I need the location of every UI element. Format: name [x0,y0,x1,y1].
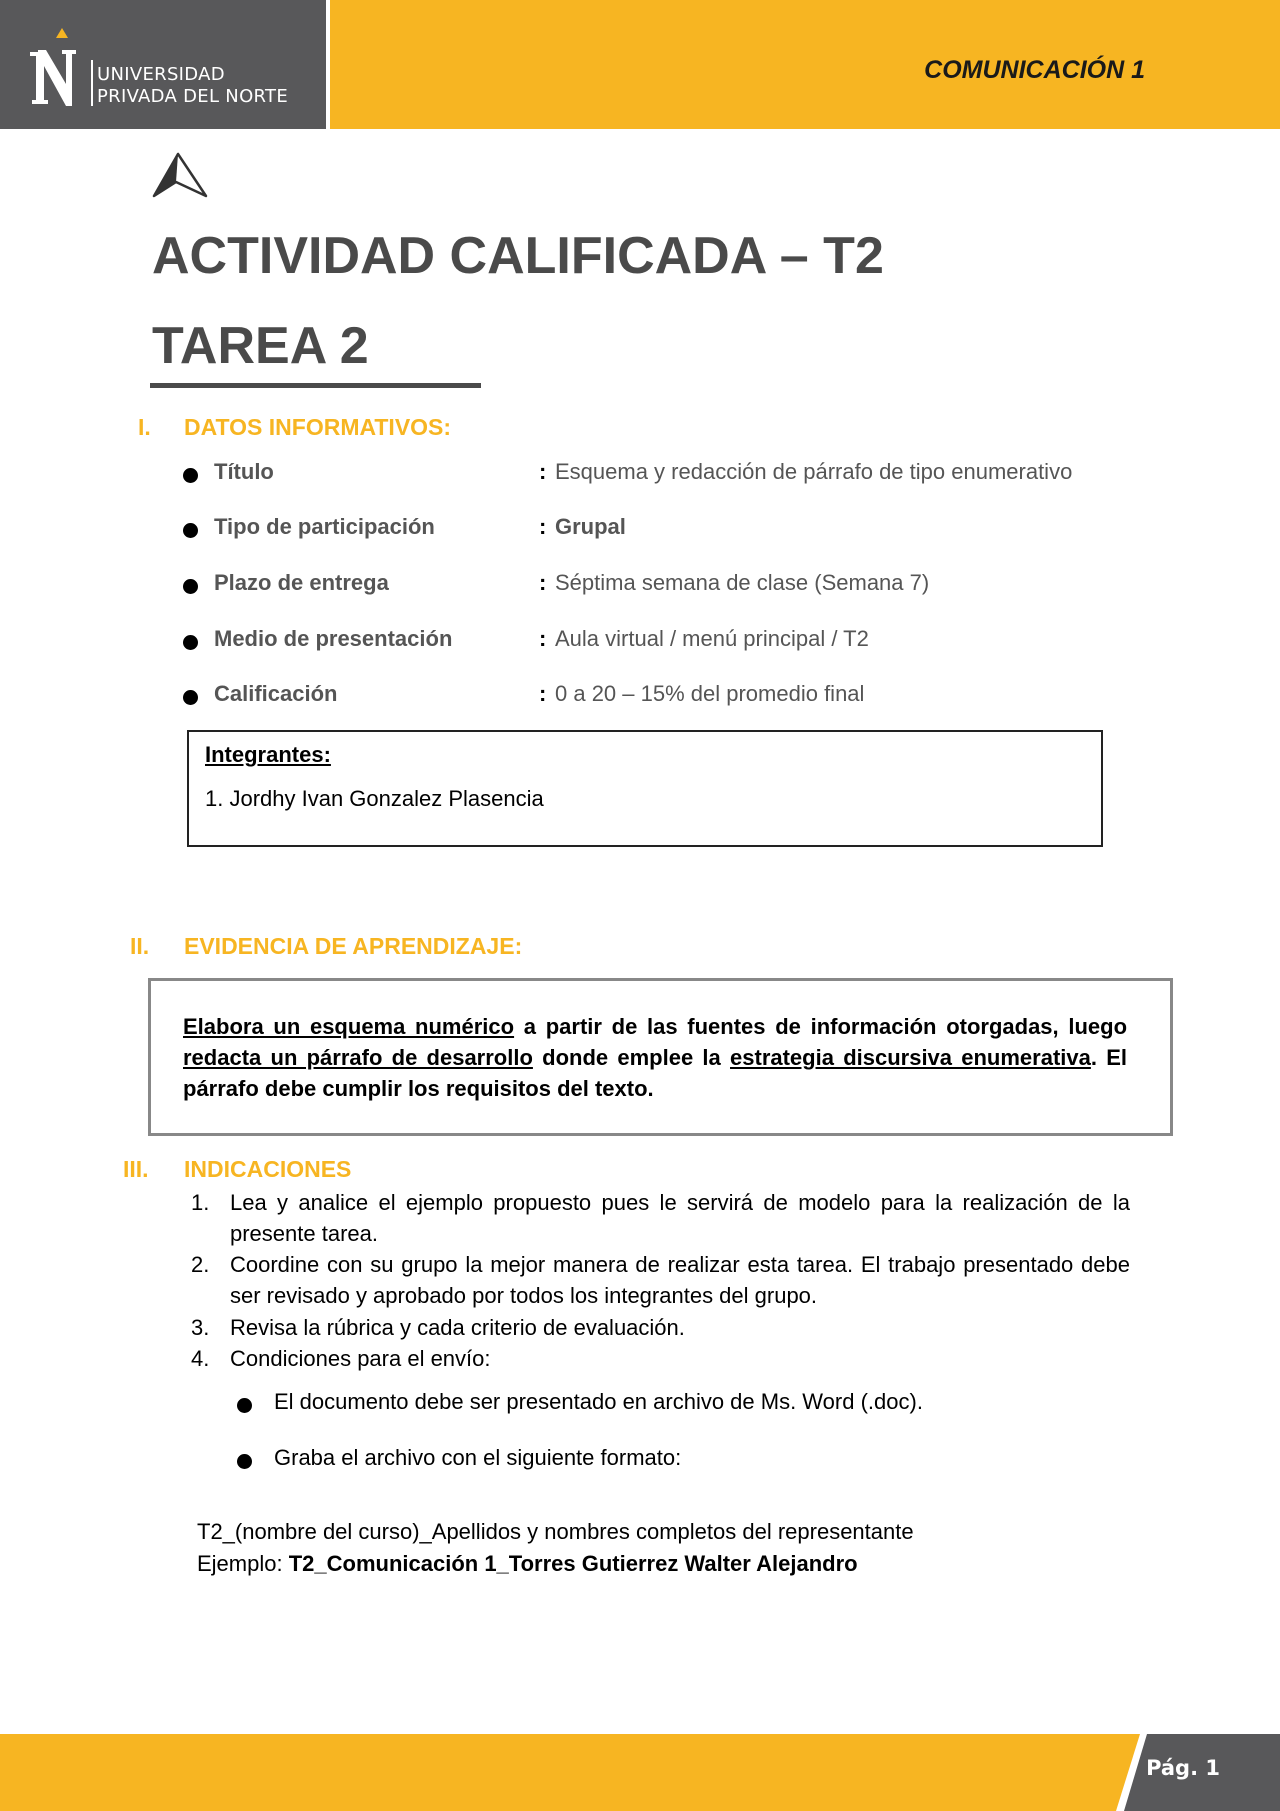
university-logo-panel [0,0,326,129]
indication-number: 1. [191,1190,210,1215]
indication-item-3 [191,1312,1131,1343]
condition-text: Graba el archivo con el siguiente formato: [274,1445,682,1470]
info-row-calificacion [183,681,1143,711]
info-label: Título [214,459,274,484]
info-value: 0 a 20 – 15% del promedio final [555,681,865,706]
indication-number: 2. [191,1252,210,1277]
section-1-number: I. [138,414,151,440]
info-colon: : [539,459,547,484]
bullet-dot [183,635,198,650]
file-format-line: T2_(nombre del curso)_Apellidos y nombres completos del representante [197,1519,914,1544]
bullet-dot [183,579,198,594]
info-label: Calificación [214,681,338,706]
logo-divider [91,60,93,106]
university-name-line1: UNIVERSIDAD [97,64,225,85]
evidence-text-part: . El párrafo debe cumplir los requisitos del texto. [183,1045,1128,1101]
upn-logo-icon [26,28,86,108]
evidence-highlight-2: redacta un párrafo de desarrollo [183,1045,533,1070]
bullet-dot [183,690,198,705]
indication-text: Condiciones para el envío: [230,1346,491,1371]
info-label: Plazo de entrega [214,570,389,595]
section-3-title: INDICACIONES [184,1156,352,1182]
section-3-number: III. [123,1156,149,1182]
info-value: Grupal [555,514,626,539]
team-member: 1. Jordhy Ivan Gonzalez Plasencia [205,786,544,811]
indication-text: Revisa la rúbrica y cada criterio de evaluación. [230,1315,685,1340]
info-label: Tipo de participación [214,514,435,539]
info-colon: : [539,570,547,595]
page-number: Pág. 1 [1146,1756,1220,1780]
indication-text: Coordine con su grupo la mejor manera de realizar esta tarea. El trabajo presentado debe ser revisado y aprobado por todos los integrantes del grupo. [230,1252,1130,1308]
evidence-highlight-1: Elabora un esquema numérico [183,1014,515,1039]
indication-text: Lea y analice el ejemplo propuesto pues le servirá de modelo para la realización de la presente tarea. [230,1190,1130,1246]
footer-bar [0,1734,1280,1811]
evidence-text-part: donde emplee la [532,1045,731,1070]
indication-number: 4. [191,1346,210,1371]
file-format-example [197,1551,858,1577]
info-colon: : [539,626,547,651]
section-1-title: DATOS INFORMATIVOS: [184,414,452,440]
info-label: Medio de presentación [214,626,453,651]
bullet-dot [183,523,198,538]
indication-item-1 [191,1187,1131,1249]
evidence-highlight-3: estrategia discursiva enumerativa [730,1045,1091,1070]
example-value: T2_Comunicación 1_Torres Gutierrez Walter Alejandro [288,1551,858,1576]
condition-text: El documento debe ser presentado en archivo de Ms. Word (.doc). [274,1389,923,1414]
info-row-medio [183,626,1143,656]
indication-number: 3. [191,1315,210,1340]
info-value: Séptima semana de clase (Semana 7) [555,570,930,595]
info-row-plazo [183,570,1143,600]
university-name-line2: PRIVADA DEL NORTE [97,86,289,107]
section-2-number: II. [130,933,150,959]
evidence-text-part: a partir de las fuentes de información otorgadas, luego [514,1014,1128,1039]
bullet-dot [237,1398,252,1413]
team-heading: Integrantes: [205,742,331,767]
university-name [97,64,288,108]
page-subtitle: TAREA 2 [152,317,369,375]
indication-item-2 [191,1249,1131,1311]
team-members-box [187,730,1103,847]
page-title: ACTIVIDAD CALIFICADA – T2 [152,227,884,285]
evidence-text [183,1011,1127,1104]
title-underline [150,383,481,388]
navigation-arrow-icon [152,152,208,198]
indication-item-4 [191,1343,1131,1374]
info-colon: : [539,514,547,539]
evidence-box [148,978,1173,1136]
bullet-dot [183,468,198,483]
section-2-title: EVIDENCIA DE APRENDIZAJE: [184,933,523,959]
example-label: Ejemplo: [197,1551,289,1576]
info-colon: : [539,681,547,706]
course-name: COMUNICACIÓN 1 [924,56,1145,84]
info-value: Aula virtual / menú principal / T2 [555,626,869,651]
bullet-dot [237,1454,252,1469]
info-row-tipo [183,514,1143,544]
info-value: Esquema y redacción de párrafo de tipo enumerativo [555,459,1073,484]
info-row-titulo [183,459,1143,489]
